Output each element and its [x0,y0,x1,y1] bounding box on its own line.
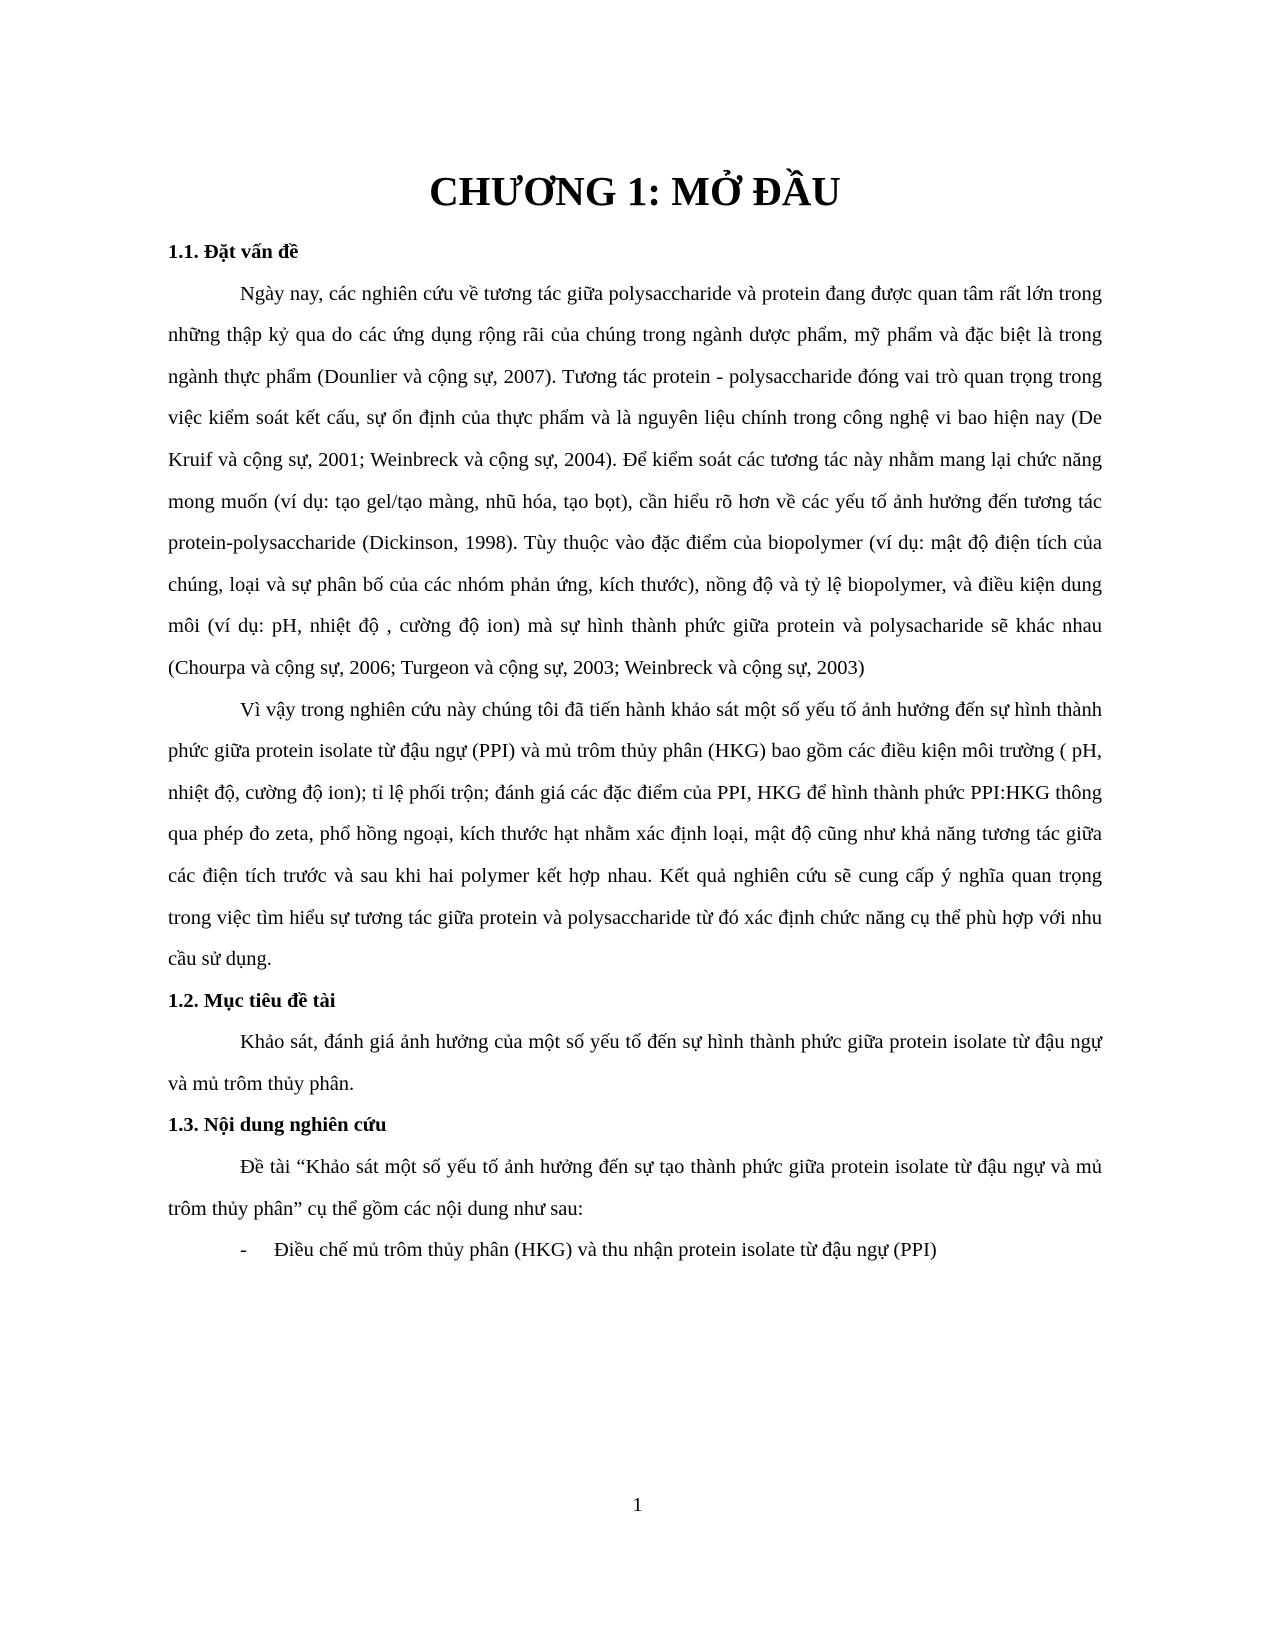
list-bullet: - [240,1239,247,1262]
paragraph: Khảo sát, đánh giá ảnh hưởng của một số yếu tố đến sự hình thành phức giữa protein isolate từ đậu ngự và mủ trôm thủy phân. [168,1031,1102,1095]
list-item [240,1230,1102,1272]
section-heading: 1.3. Nội dung nghiên cứu [168,1114,387,1137]
section-1-2 [168,981,1102,1106]
section-1-3 [168,1105,1102,1271]
section-heading: 1.2. Mục tiêu đề tài [168,989,336,1012]
page-number: 1 [632,1494,643,1516]
section-heading: 1.1. Đặt vấn đề [168,241,299,263]
chapter-title: CHƯƠNG 1: MỞ ĐẦU [429,168,841,214]
document-body [168,232,1102,1272]
list-item-text: Điều chế mủ trôm thủy phân (HKG) và thu nhận protein isolate từ đậu ngự (PPI) [274,1239,937,1262]
paragraph: Ngày nay, các nghiên cứu về tương tác giữa polysaccharide và protein đang được quan tâm rất lớn trong những thập kỷ qua do các ứng dụng rộng rãi của chúng trong ngành dược phẩm, mỹ phẩm và đặc biệt là trong ngành thực phẩm (Dounlier và cộng sự, 2007). Tương tác protein - polysaccharide đóng vai trò quan trọng trong việc kiểm soát kết cấu, sự ổn định của thực phẩm và là nguyên liệu chính trong công nghệ vi bao hiện nay (De Kruif và cộng sự, 2001; Weinbreck và cộng sự, 2004). Để kiểm soát các tương tác này nhằm mang lại chức năng mong muốn (ví dụ: tạo gel/tạo màng, nhũ hóa, tạo bọt), cần hiểu rõ hơn về các yếu tố ảnh hưởng đến tương tác protein-polysaccharide (Dickinson, 1998). Tùy thuộc vào đặc điểm của biopolymer (ví dụ: mật độ điện tích của chúng, loại và sự phân bố của các nhóm phản ứng, kích thước), nồng độ và tỷ lệ biopolymer, và điều kiện dung môi (ví dụ: pH, nhiệt độ , cường độ ion) mà sự hình thành phức giữa protein và polysacharide sẽ khác nhau (Chourpa và cộng sự, 2006; Turgeon và cộng sự, 2003; Weinbreck và cộng sự, 2003) [168,282,1102,679]
section-1-1 [168,232,1102,981]
paragraph: Đề tài “Khảo sát một số yếu tố ảnh hưởng đến sự tạo thành phức giữa protein isolate từ đậu ngự và mủ trôm thủy phân” cụ thể gồm các nội dung như sau: [168,1156,1102,1220]
paragraph: Vì vậy trong nghiên cứu này chúng tôi đã tiến hành khảo sát một số yếu tố ảnh hưởng đến sự hình thành phức giữa protein isolate từ đậu ngự (PPI) và mủ trôm thủy phân (HKG) bao gồm các điều kiện môi trường ( pH, nhiệt độ, cường độ ion); tỉ lệ phối trộn; đánh giá các đặc điểm của PPI, HKG để hình thành phức PPI:HKG thông qua phép đo zeta, phổ hồng ngoại, kích thước hạt nhằm xác định loại, mật độ cũng như khả năng tương tác giữa các điện tích trước và sau khi hai polymer kết hợp nhau. Kết quả nghiên cứu sẽ cung cấp ý nghĩa quan trọng trong việc tìm hiểu sự tương tác giữa protein và polysaccharide từ đó xác định chức năng cụ thể phù hợp với nhu cầu sử dụng. [168,698,1102,971]
